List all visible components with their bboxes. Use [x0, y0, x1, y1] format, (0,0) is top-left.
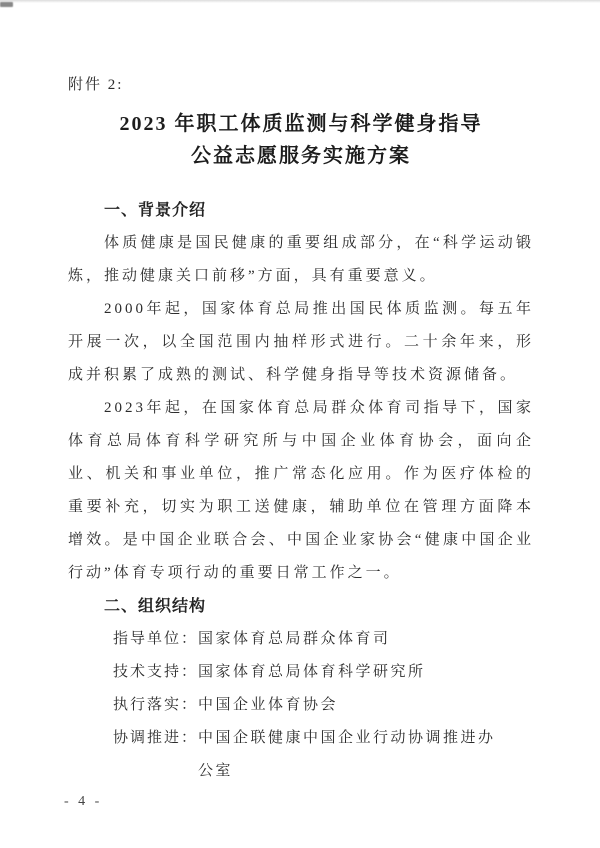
- scan-edge-artifact: [0, 0, 600, 3]
- org-item-label: 指导单位：: [113, 631, 199, 647]
- document-title-line-1: 2023 年职工体质监测与科学健身指导: [119, 113, 483, 135]
- org-item-label: 执行落实：: [113, 697, 199, 713]
- organization-list: [68, 623, 534, 788]
- document-title-line-2: 公益志愿服务实施方案: [191, 145, 411, 167]
- section-heading-background: 一、背景介绍: [104, 202, 207, 219]
- scan-speck-artifact: [0, 2, 13, 7]
- background-paragraph-1: 体质健康是国民健康的重要组成部分，在“科学运动锻炼，推动健康关口前移”方面，具有重要意义。: [68, 235, 534, 284]
- section-heading-organization: 二、组织结构: [104, 598, 207, 615]
- org-item-value: 中国企业体育协会: [198, 697, 339, 713]
- org-item-guiding-unit: [113, 623, 534, 656]
- org-item-value: 国家体育总局体育科学研究所: [198, 664, 426, 680]
- org-item-label: 协调推进：: [113, 730, 199, 746]
- document-title: [68, 108, 534, 172]
- background-paragraph-3: 2023年起，在国家体育总局群众体育司指导下，国家体育总局体育科学研究所与中国企业体育协会，面向企业、机关和事业单位，推广常态化应用。作为医疗体检的重要补充，切实为职工送健康，辅助单位在管理方面降本增效。是中国企业联合会、中国企业家协会“健康中国企业行动”体育专项行动的重要日常工作之一。: [68, 400, 534, 581]
- org-item-coordination: [113, 722, 534, 788]
- attachment-label: 附件 2:: [68, 77, 124, 93]
- page-number: - 4 -: [64, 794, 103, 809]
- org-item-value: 国家体育总局群众体育司: [198, 631, 391, 647]
- org-item-implementation: [113, 689, 534, 722]
- org-item-label: 技术支持：: [113, 664, 199, 680]
- org-item-value: 中国企联健康中国企业行动协调推进办公室: [198, 730, 496, 779]
- background-paragraph-2: 2000年起，国家体育总局推出国民体质监测。每五年开展一次，以全国范围内抽样形式进行。二十余年来，形成并积累了成熟的测试、科学健身指导等技术资源储备。: [68, 301, 534, 383]
- org-item-technical-support: [113, 656, 534, 689]
